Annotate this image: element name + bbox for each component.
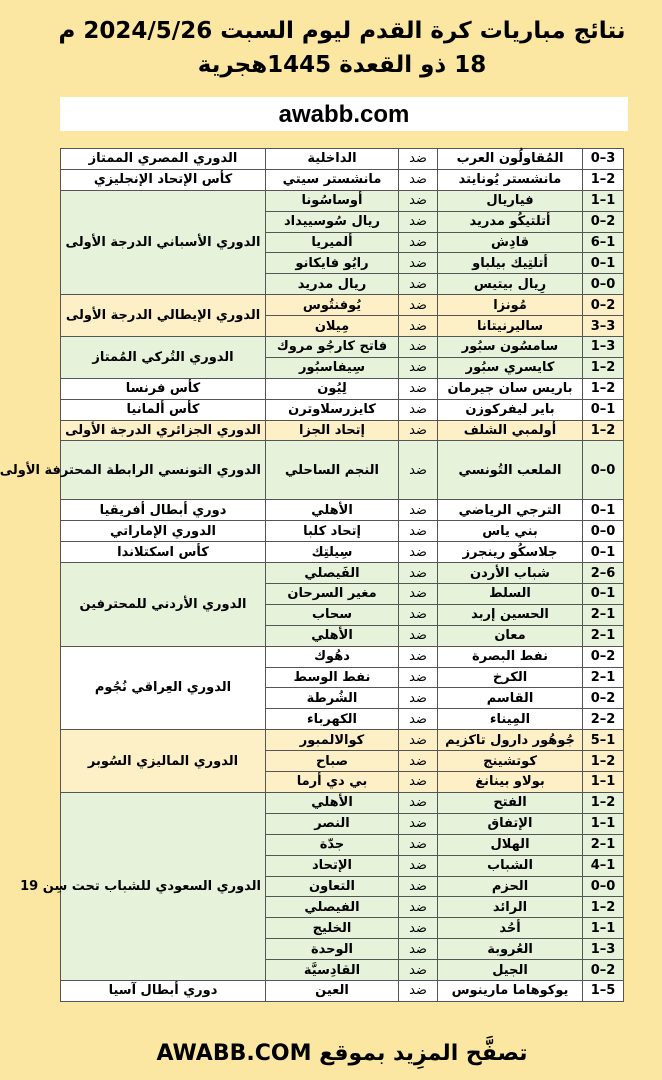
home-team: الحزم <box>438 876 583 897</box>
match-score: 1–2 <box>583 378 624 399</box>
match-score: 0–0 <box>583 274 624 295</box>
match-row <box>61 500 624 521</box>
away-team: فاتح كارجُو مروك <box>266 337 399 358</box>
match-row <box>61 149 624 170</box>
away-team: الفيصلي <box>266 897 399 918</box>
vs-label: ضد <box>399 918 438 939</box>
vs-label: ضد <box>399 500 438 521</box>
away-team: التعاون <box>266 876 399 897</box>
match-score: 0–0 <box>583 876 624 897</box>
match-score: 2–1 <box>583 834 624 855</box>
vs-label: ضد <box>399 960 438 981</box>
site-banner[interactable]: awabb.com <box>60 97 628 131</box>
home-team: يوكوهاما مارينوس <box>438 980 583 1001</box>
vs-label: ضد <box>399 792 438 813</box>
away-team: سحاب <box>266 604 399 625</box>
away-team: القادِسيَّة <box>266 960 399 981</box>
vs-label: ضد <box>399 542 438 563</box>
results-table <box>0 148 624 1002</box>
vs-label: ضد <box>399 709 438 730</box>
away-team: مانشستر سيتي <box>266 169 399 190</box>
vs-label: ضد <box>399 584 438 605</box>
home-team: جلاسكُو رينجرز <box>438 542 583 563</box>
home-team: شباب الأردن <box>438 563 583 584</box>
home-team: فياريال <box>438 190 583 211</box>
match-score: 2–1 <box>583 667 624 688</box>
vs-label: ضد <box>399 751 438 772</box>
match-row <box>61 420 624 441</box>
league-name: الدوري الجزائري الدرجة الأولى <box>61 420 266 441</box>
match-score: 1–2 <box>583 420 624 441</box>
match-score: 0–1 <box>583 399 624 420</box>
home-team: رِيال بيتيس <box>438 274 583 295</box>
match-score: 1–3 <box>583 337 624 358</box>
match-score: 2–1 <box>583 625 624 646</box>
match-row <box>61 190 624 211</box>
home-team: معان <box>438 625 583 646</box>
league-name: دوري أبطال آسيا <box>61 980 266 1001</box>
home-team: السلط <box>438 584 583 605</box>
match-score: 1–2 <box>583 751 624 772</box>
match-row <box>61 792 624 813</box>
home-team: باير ليفركوزن <box>438 399 583 420</box>
away-team: جدّة <box>266 834 399 855</box>
away-team: إتحاد كلبا <box>266 521 399 542</box>
away-team: مِيلان <box>266 316 399 337</box>
away-team: الكهرباء <box>266 709 399 730</box>
vs-label: ضد <box>399 834 438 855</box>
away-team: ريال مدريد <box>266 274 399 295</box>
home-team: المُقاولُون العرب <box>438 149 583 170</box>
vs-label: ضد <box>399 939 438 960</box>
vs-label: ضد <box>399 730 438 751</box>
match-row <box>61 295 624 316</box>
home-team: أتلتيكُو مدريد <box>438 211 583 232</box>
match-score: 0–2 <box>583 960 624 981</box>
match-row <box>61 399 624 420</box>
match-score: 1–2 <box>583 169 624 190</box>
match-row <box>61 563 624 584</box>
away-team: الشُرطة <box>266 688 399 709</box>
vs-label: ضد <box>399 521 438 542</box>
match-score: 2–6 <box>583 563 624 584</box>
away-team: النصر <box>266 813 399 834</box>
vs-label: ضد <box>399 378 438 399</box>
vs-label: ضد <box>399 667 438 688</box>
league-name: الدوري الأردني للمحترفين <box>61 563 266 647</box>
home-team: الفتح <box>438 792 583 813</box>
vs-label: ضد <box>399 190 438 211</box>
title-line-1: نتائج مباريات كرة القدم ليوم السبت 2024/5/26 م <box>58 18 626 44</box>
home-team: مُونزا <box>438 295 583 316</box>
away-team: ريال سُوسييداد <box>266 211 399 232</box>
vs-label: ضد <box>399 563 438 584</box>
away-team: النجم الساحلي <box>266 441 399 500</box>
home-team: مانشستر يُونايتد <box>438 169 583 190</box>
match-score: 1–2 <box>583 357 624 378</box>
away-team: كوالالمبور <box>266 730 399 751</box>
away-team: دهُوك <box>266 646 399 667</box>
home-team: بني ياس <box>438 521 583 542</box>
away-team: الوحدة <box>266 939 399 960</box>
home-team: الحسين إربد <box>438 604 583 625</box>
home-team: الشباب <box>438 855 583 876</box>
match-score: 2–1 <box>583 604 624 625</box>
away-team: العين <box>266 980 399 1001</box>
home-team: نفط البصرة <box>438 646 583 667</box>
match-score: 4–1 <box>583 855 624 876</box>
match-row <box>61 169 624 190</box>
match-row <box>61 337 624 358</box>
home-team: الهلال <box>438 834 583 855</box>
home-team: جُوهُور دارول تاكزيم <box>438 730 583 751</box>
away-team: أوساسُونا <box>266 190 399 211</box>
match-score: 1–1 <box>583 190 624 211</box>
home-team: أولمبي الشلف <box>438 420 583 441</box>
vs-label: ضد <box>399 876 438 897</box>
away-team: يُوفنتُوس <box>266 295 399 316</box>
home-team: ساليرنيتانا <box>438 316 583 337</box>
match-row <box>61 521 624 542</box>
match-score: 5–1 <box>583 730 624 751</box>
league-name: كأس ألمانيا <box>61 399 266 420</box>
match-score: 1–1 <box>583 772 624 793</box>
match-score: 0–3 <box>583 149 624 170</box>
match-score: 0–0 <box>583 441 624 500</box>
away-team: نفط الوسط <box>266 667 399 688</box>
home-team: الإتفاق <box>438 813 583 834</box>
league-name: الدوري الإيطالي الدرجة الأولى <box>61 295 266 337</box>
vs-label: ضد <box>399 646 438 667</box>
match-score: 3–3 <box>583 316 624 337</box>
home-team: كوتشينج <box>438 751 583 772</box>
away-team: سِيلتِك <box>266 542 399 563</box>
match-score: 1–2 <box>583 792 624 813</box>
away-team: الأهلي <box>266 500 399 521</box>
vs-label: ضد <box>399 625 438 646</box>
home-team: الجيل <box>438 960 583 981</box>
vs-label: ضد <box>399 399 438 420</box>
home-team: الملعب التُونسي <box>438 441 583 500</box>
league-name: الدوري التونسي الرابطة المحترفة الأولى <box>61 441 266 500</box>
vs-label: ضد <box>399 316 438 337</box>
match-row <box>61 441 624 500</box>
match-score: 6–1 <box>583 232 624 253</box>
league-name: كأس فرنسا <box>61 378 266 399</box>
away-team: الداخلية <box>266 149 399 170</box>
vs-label: ضد <box>399 897 438 918</box>
match-row <box>61 542 624 563</box>
home-team: قادِش <box>438 232 583 253</box>
match-score: 0–2 <box>583 211 624 232</box>
home-team: الرائد <box>438 897 583 918</box>
away-team: الأهلي <box>266 792 399 813</box>
match-score: 2–2 <box>583 709 624 730</box>
vs-label: ضد <box>399 420 438 441</box>
match-score: 1–1 <box>583 813 624 834</box>
match-score: 0–1 <box>583 542 624 563</box>
away-team: مغير السرحان <box>266 584 399 605</box>
vs-label: ضد <box>399 855 438 876</box>
league-name: الدوري الأسباني الدرجة الأولى <box>61 190 266 294</box>
away-team: الإتحاد <box>266 855 399 876</box>
away-team: إتحاد الجزا <box>266 420 399 441</box>
league-name: الدوري التُركي المُمتاز <box>61 337 266 379</box>
away-team: صباح <box>266 751 399 772</box>
match-row <box>61 980 624 1001</box>
match-score: 1–3 <box>583 939 624 960</box>
league-name: الدوري العِراقي نُجُوم <box>61 646 266 730</box>
match-score: 1–5 <box>583 980 624 1001</box>
away-team: الفَيصلي <box>266 563 399 584</box>
away-team: بي دي أرما <box>266 772 399 793</box>
match-score: 0–0 <box>583 521 624 542</box>
away-team: لِيُون <box>266 378 399 399</box>
home-team: باريس سان جيرمان <box>438 378 583 399</box>
league-name: كأس الإتحاد الإنجليزي <box>61 169 266 190</box>
home-team: أتلتِيك بيلباو <box>438 253 583 274</box>
league-name: الدوري الماليزي السُوبر <box>61 730 266 793</box>
league-name: دوري أبطال أفريقيا <box>61 500 266 521</box>
home-team: العُروبة <box>438 939 583 960</box>
vs-label: ضد <box>399 357 438 378</box>
home-team: سامسُون سبُور <box>438 337 583 358</box>
match-score: 0–2 <box>583 295 624 316</box>
away-team: ألميريا <box>266 232 399 253</box>
away-team: رايُو فايكانو <box>266 253 399 274</box>
footer-banner[interactable]: تصفَّح المزِيد بموقع AWABB.COM <box>156 1041 528 1066</box>
home-team: أحُد <box>438 918 583 939</box>
page-title <box>22 14 662 82</box>
vs-label: ضد <box>399 211 438 232</box>
vs-label: ضد <box>399 169 438 190</box>
home-team: الترجي الرياضي <box>438 500 583 521</box>
match-score: 0–1 <box>583 500 624 521</box>
away-team: كايزرسلاوترن <box>266 399 399 420</box>
home-team: القاسم <box>438 688 583 709</box>
match-row <box>61 646 624 667</box>
league-name: الدوري السعودي للشباب تحت سِن 19 <box>61 792 266 980</box>
vs-label: ضد <box>399 813 438 834</box>
vs-label: ضد <box>399 253 438 274</box>
home-team: المِيناء <box>438 709 583 730</box>
home-team: الكرخ <box>438 667 583 688</box>
match-score: 0–2 <box>583 646 624 667</box>
vs-label: ضد <box>399 232 438 253</box>
results-body <box>0 149 624 1002</box>
league-name: الدوري الإماراتي <box>61 521 266 542</box>
vs-label: ضد <box>399 688 438 709</box>
vs-label: ضد <box>399 441 438 500</box>
home-team: بولاو بينانغ <box>438 772 583 793</box>
league-name: الدوري المصري الممتاز <box>61 149 266 170</box>
match-score: 0–2 <box>583 688 624 709</box>
away-team: الخليج <box>266 918 399 939</box>
match-row <box>61 378 624 399</box>
vs-label: ضد <box>399 149 438 170</box>
league-name: كأس اسكتلاندا <box>61 542 266 563</box>
match-score: 0–1 <box>583 253 624 274</box>
match-score: 1–2 <box>583 897 624 918</box>
vs-label: ضد <box>399 274 438 295</box>
match-score: 1–1 <box>583 918 624 939</box>
away-team: سِيفاسبُور <box>266 357 399 378</box>
match-row <box>61 730 624 751</box>
vs-label: ضد <box>399 337 438 358</box>
vs-label: ضد <box>399 295 438 316</box>
vs-label: ضد <box>399 980 438 1001</box>
home-team: كايسري سبُور <box>438 357 583 378</box>
vs-label: ضد <box>399 604 438 625</box>
title-line-2: 18 ذو القعدة 1445هجرية <box>197 52 487 78</box>
vs-label: ضد <box>399 772 438 793</box>
away-team: الأهلي <box>266 625 399 646</box>
match-score: 0–1 <box>583 584 624 605</box>
